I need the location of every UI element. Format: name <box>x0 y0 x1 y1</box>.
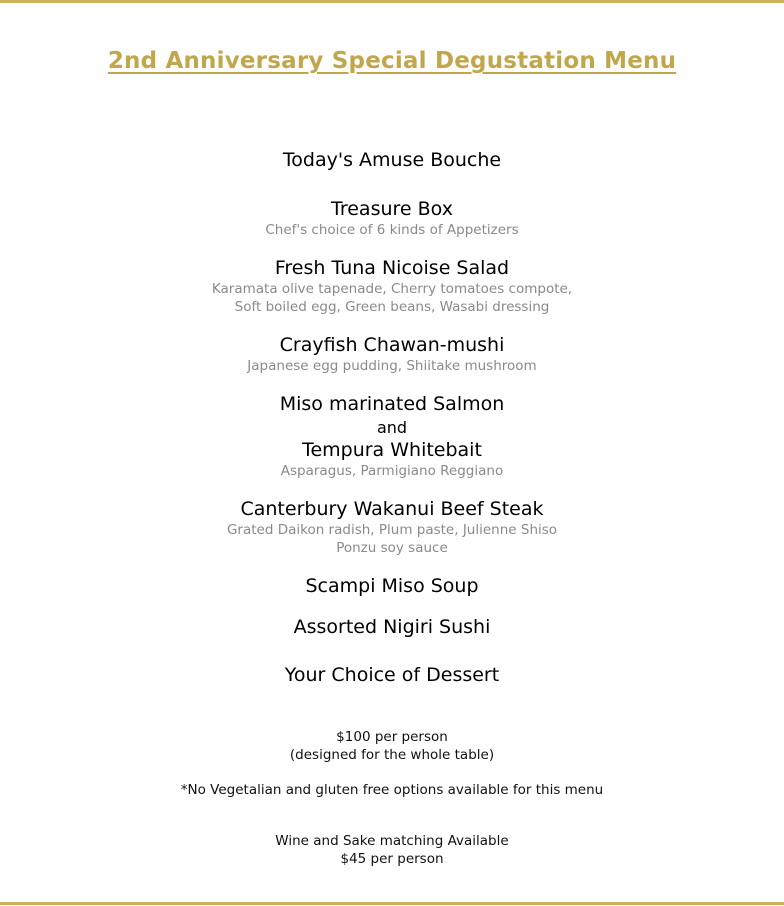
course-treasure-box: Treasure Box <box>331 198 453 220</box>
top-border-rule <box>0 0 784 3</box>
course-whitebait: Tempura Whitebait <box>302 439 482 461</box>
course-nigiri-sushi: Assorted Nigiri Sushi <box>293 616 491 638</box>
course-beef-steak-desc-line2: Ponzu soy sauce <box>336 540 448 556</box>
course-tuna-salad: Fresh Tuna Nicoise Salad <box>274 257 510 279</box>
course-tuna-salad-desc-line1: Karamata olive tapenade, Cherry tomatoes compote, <box>211 281 573 297</box>
price-note: (designed for the whole table) <box>289 747 495 763</box>
course-chawan-mushi-desc: Japanese egg pudding, Shiitake mushroom <box>247 358 537 374</box>
course-salmon-desc: Asparagus, Parmigiano Reggiano <box>280 463 504 479</box>
course-salmon: Miso marinated Salmon <box>279 393 505 415</box>
course-tuna-salad-desc-line2: Soft boiled egg, Green beans, Wasabi dressing <box>234 299 550 315</box>
wine-price: $45 per person <box>340 851 444 867</box>
price-per-person: $100 per person <box>336 729 448 745</box>
course-amuse-bouche: Today's Amuse Bouche <box>282 149 502 171</box>
course-treasure-box-desc: Chef's choice of 6 kinds of Appetizers <box>265 222 519 238</box>
course-beef-steak: Canterbury Wakanui Beef Steak <box>240 498 544 520</box>
bottom-border-rule <box>0 902 784 905</box>
dietary-note: *No Vegetalian and gluten free options available for this menu <box>180 782 604 798</box>
course-chawan-mushi: Crayfish Chawan-mushi <box>279 334 505 356</box>
course-dessert: Your Choice of Dessert <box>284 664 500 686</box>
menu-title: 2nd Anniversary Special Degustation Menu <box>107 48 677 74</box>
course-miso-soup: Scampi Miso Soup <box>305 575 479 597</box>
course-joiner-and: and <box>376 418 408 437</box>
wine-matching: Wine and Sake matching Available <box>275 833 509 849</box>
course-beef-steak-desc-line1: Grated Daikon radish, Plum paste, Julienne Shiso <box>226 522 558 538</box>
